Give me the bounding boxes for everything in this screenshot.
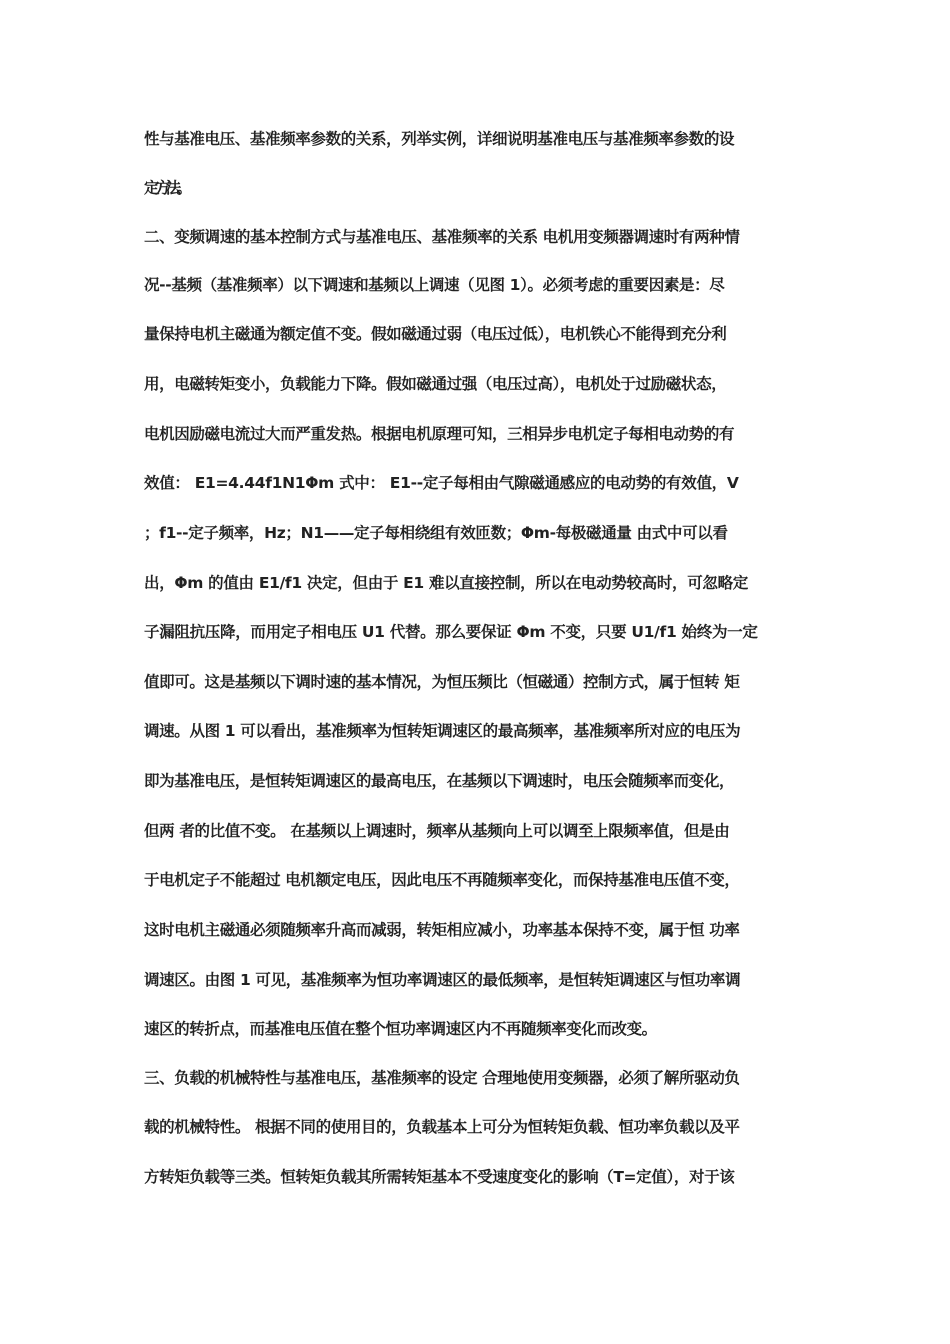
text-line: 速区的转折点，而基准电压值在整个恒功率调速区内不再随频率变化而改变。 — [144, 1020, 657, 1038]
text-line: 电机因励磁电流过大而严重发热。根据电机原理可知，三相异步电机定子每相电动势的有 — [144, 425, 735, 443]
text-line: 性与基准电压、基准频率参数的关系，列举实例，详细说明基准电压与基准频率参数的设 — [144, 130, 735, 148]
text-line: 于电机定子不能超过 电机额定电压，因此电压不再随频率变化，而保持基准电压值不变， — [144, 871, 740, 889]
text-line: 量保持电机主磁通为额定值不变。假如磁通过弱（电压过低），电机铁心不能得到充分利 — [144, 325, 727, 343]
text-line: 定方法。 — [144, 179, 188, 197]
text-line: 值即可。这是基频以下调时速的基本情况，为恒压频比（恒磁通）控制方式，属于恒转 矩 — [144, 673, 740, 691]
text-line: 这时电机主磁通必须随频率升高而减弱，转矩相应减小，功率基本保持不变，属于恒 功率 — [144, 921, 740, 939]
text-line: 子漏阻抗压降，而用定子相电压 U1 代替。那么要保证 Φm 不变，只要 U1/f1 始终为一定 — [144, 623, 758, 641]
section-heading-line: 三、负载的机械特性与基准电压，基准频率的设定 合理地使用变频器，必须了解所驱动负 — [144, 1069, 740, 1087]
section-heading-line: 二、变频调速的基本控制方式与基准电压、基准频率的关系 电机用变频器调速时有两种情 — [144, 228, 740, 246]
text-line: 用，电磁转矩变小，负载能力下降。假如磁通过强（电压过高），电机处于过励磁状态， — [144, 375, 727, 393]
text-line: 载的机械特性。 根据不同的使用目的，负载基本上可分为恒转矩负载、恒功率负载以及平 — [144, 1118, 740, 1136]
text-line: 但两 者的比值不变。 在基频以上调速时，频率从基频向上可以调至上限频率值，但是由 — [144, 822, 730, 840]
text-line: 况--基频（基准频率）以下调速和基频以上调速（见图 1）。必须考虑的重要因素是：尽 — [144, 276, 725, 294]
text-line: 即为基准电压，是恒转矩调速区的最高电压，在基频以下调速时，电压会随频率而变化， — [144, 772, 735, 790]
text-line: 调速。从图 1 可以看出，基准频率为恒转矩调速区的最高频率，基准频率所对应的电压为 — [144, 722, 741, 740]
text-line: 方转矩负载等三类。恒转矩负载其所需转矩基本不受速度变化的影响（T=定值），对于该 — [144, 1168, 735, 1186]
text-line: ；f1--定子频率，Hz；N1——定子每相绕组有效匝数；Φm-每极磁通量 由式中可以看 — [144, 524, 728, 542]
text-line: 效值： E1=4.44f1N1Φm 式中： E1--定子每相由气隙磁通感应的电动势的有效值，V — [144, 474, 739, 492]
text-line: 调速区。由图 1 可见，基准频率为恒功率调速区的最低频率，是恒转矩调速区与恒功率调 — [144, 971, 741, 989]
text-line: 出，Φm 的值由 E1/f1 决定，但由于 E1 难以直接控制，所以在电动势较高时，可忽略定 — [144, 574, 748, 592]
